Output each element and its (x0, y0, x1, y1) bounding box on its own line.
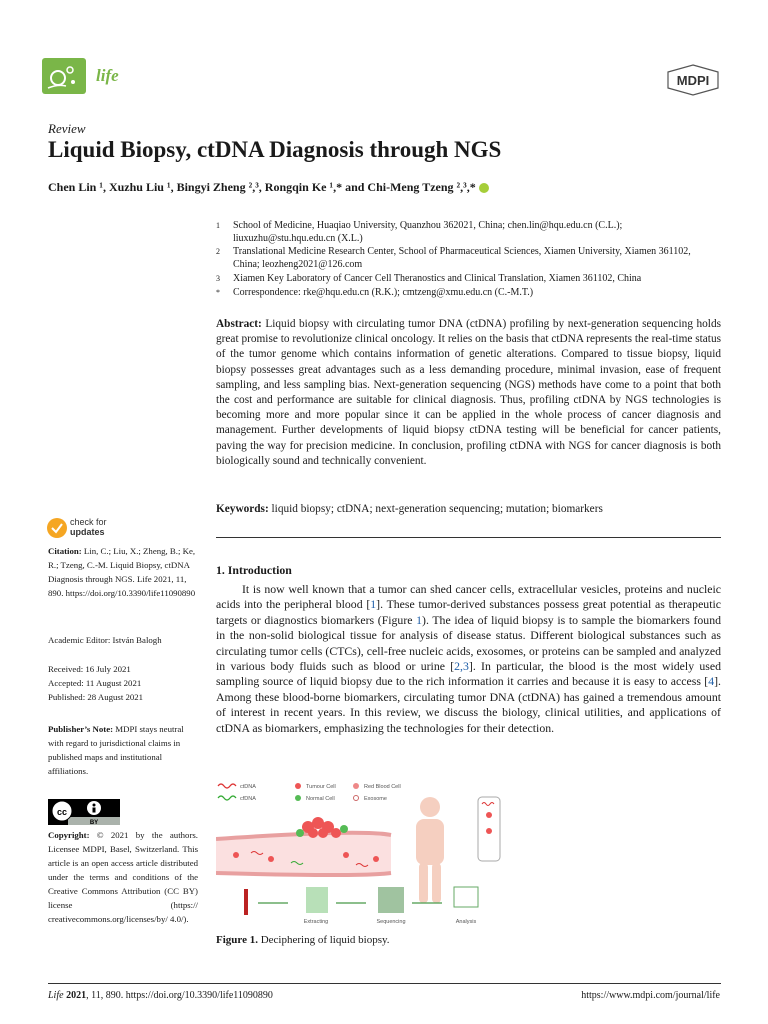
legend-label: Normal Cell (306, 796, 335, 802)
affiliation-text: Translational Medicine Research Center, School of Pharmaceutical Sciences, Xiamen University, Xiamen 361102, China; leozheng2021@126.com (233, 246, 691, 270)
affiliation-3 (216, 272, 716, 285)
authors-text[interactable]: Chen Lin ¹, Xuzhu Liu ¹, Bingyi Zheng ²,³, Rongqin Ke ¹,* and Chi-Meng Tzeng ²,³,* (48, 180, 476, 194)
citation-text: Lin, C.; Liu, X.; Zheng, B.; Ke, R.; Tzeng, C.-M. Liquid Biopsy, ctDNA Diagnosis through NGS. Life 2021, 11, 890. https://doi.org/10.3390/life11090890 (48, 546, 196, 598)
affiliation-number: 3 (216, 274, 220, 283)
footer-doi[interactable]: , 11, 890. https://doi.org/10.3390/life11090890 (86, 990, 273, 1001)
cc-by-text: BY (89, 820, 99, 825)
intro-text: ]. Among these blood-borne biomarkers, circulating tumor DNA (ctDNA) has gained a tremendous amount of interest in recent years. In this review, we discuss the biology, clinical utilities, and applications of ctDNA as biomarkers, emphasizing the technologies for their detection. (216, 674, 721, 735)
step-label: Analysis (455, 919, 477, 925)
divider (216, 537, 721, 538)
intro-text: ). The idea of liquid biopsy is to sample the biomarkers found in the non-solid biological tissue for analysis of disease status. Different biological substances such as circulating tumor cells (CTCs), cell-free nucleic acids, exosomes, or proteins can be sampled and analyzed in various body fluids such as blood or urine [ (216, 612, 722, 674)
step-label: Extracting (303, 919, 329, 925)
publisher-logo[interactable] (666, 64, 720, 96)
ref-link[interactable]: 4 (708, 674, 715, 689)
check-updates-badge[interactable] (46, 515, 146, 545)
copyright-text: © 2021 by the authors. Licensee MDPI, Basel, Switzerland. This article is an open access article distributed under the terms and conditions of the Creative Commons Attribution (CC BY) license (https:// creativecommons.org/licenses/by/ 4.0/). (48, 830, 198, 924)
academic-editor: Academic Editor: István Balogh (48, 635, 162, 645)
footer-citation (48, 990, 273, 1001)
legend-label: Red Blood Cell (364, 784, 401, 790)
check-updates-line1: check for (70, 517, 107, 527)
footer-divider (48, 983, 721, 984)
caption-text: Deciphering of liquid biopsy. (260, 934, 390, 946)
affiliation-number: 1 (216, 221, 220, 230)
copyright-label: Copyright: (48, 830, 90, 840)
journal-logo (42, 58, 86, 94)
footer-url[interactable]: https://www.mdpi.com/journal/life (581, 990, 720, 1001)
article-title: Liquid Biopsy, ctDNA Diagnosis through NGS (48, 137, 502, 162)
figure-legend (218, 783, 401, 802)
intro-paragraph (216, 582, 721, 736)
author-list (48, 180, 489, 195)
intro-text: ]. These tumor-derived substances possess great potential as therapeutic targets or diagnostics biomarkers (Figure (216, 597, 721, 627)
publisher-note-label: Publisher’s Note: (48, 724, 114, 734)
orcid-icon[interactable] (479, 183, 489, 193)
check-updates-line2: updates (70, 527, 105, 537)
ref-link[interactable]: 2,3 (454, 659, 469, 674)
affiliation-2 (216, 245, 716, 271)
affiliation-text: Xiamen Key Laboratory of Cancer Cell Theranostics and Clinical Translation, Xiamen 361102, China (233, 273, 642, 284)
step-label: Sequencing (376, 919, 406, 925)
legend-label: ctDNA (240, 784, 256, 790)
intro-text: It is now well known that a tumor can shed cancer cells, extracellular vesicles, proteins and nucleic acids into the peripheral blood [ (216, 582, 721, 612)
keywords (216, 502, 721, 517)
affiliation-text: Correspondence: rke@hqu.edu.cn (R.K.); cmtzeng@xmu.edu.cn (C.-M.T.) (233, 287, 534, 298)
received-date: Received: 16 July 2021 (48, 664, 131, 674)
publisher-note (48, 722, 198, 778)
footer-year: 2021 (66, 990, 87, 1001)
accepted-date: Accepted: 11 August 2021 (48, 678, 142, 688)
publisher-name: MDPI (676, 73, 710, 88)
legend-label: Exosome (364, 796, 387, 802)
legend-label: Tumour Cell (306, 784, 336, 790)
correspondence (216, 286, 716, 299)
section-heading: 1. Introduction (216, 563, 292, 577)
affiliation-number: * (216, 288, 220, 297)
affiliation-1 (216, 219, 716, 245)
check-updates-icon (46, 517, 68, 539)
caption-label: Figure 1. (216, 934, 258, 946)
cell-logo-icon (42, 58, 86, 94)
footer-journal: Life (48, 990, 64, 1001)
affiliation-text: School of Medicine, Huaqiao University, Quanzhou 362021, China; chen.lin@hqu.edu.cn (C.L.); liuxuzhu@stu.hqu.edu.cn (X.L.) (233, 220, 623, 244)
intro-text: ]. In particular, the blood is the most widely used sampling source of liquid biopsy due to the rich information it carries and because it is easy to access [ (216, 659, 721, 689)
legend-label: cfDNA (240, 796, 256, 802)
figure-caption (216, 934, 390, 946)
citation-block (48, 544, 198, 600)
cc-license-badge[interactable] (48, 799, 120, 825)
figure-1 (216, 777, 506, 929)
keywords-label: Keywords: (216, 503, 269, 515)
abstract-label: Abstract: (216, 318, 262, 330)
article-type: Review (48, 121, 86, 136)
affiliation-number: 2 (216, 247, 220, 256)
citation-label: Citation: (48, 546, 82, 556)
keywords-text: liquid biopsy; ctDNA; next-generation sequencing; mutation; biomarkers (271, 503, 603, 515)
svg-text:cc: cc (56, 807, 68, 817)
published-date: Published: 28 August 2021 (48, 692, 144, 702)
journal-name[interactable]: life (96, 66, 119, 85)
abstract-text: Liquid biopsy with circulating tumor DNA (ctDNA) profiling by next-generation sequencing holds great promise to revolutionize clinical oncology. It relies on the basis that ctDNA represents the real-time status of the tumor genome which contains information of genetic alterations. Compared to tissue biopsy, liquid biopsy possesses great advantages such as a less demanding procedure, minimal invasion, ease of frequent sampling, and less sampling bias. Next-generation sequencing (NGS) methods have come to a point that both the cost and performance are suitable for clinical diagnosis. Thus, profiling ctDNA by NGS technologies is becoming more and more popular since it can be applied in the whole process of cancer diagnosis and management. Further developments of liquid biopsy ctDNA testing will be beneficial for cancer patients, paving the way for precision medicine. In conclusion, profiling ctDNA with NGS for cancer diagnosis is both biologically sound and technically convenient. (216, 318, 721, 467)
publisher-note-text: MDPI stays neutral with regard to jurisdictional claims in published maps and institutional affiliations. (48, 724, 184, 776)
copyright-block (48, 828, 198, 926)
figure-link[interactable]: 1 (416, 612, 423, 627)
abstract (216, 317, 721, 469)
ref-link[interactable]: 1 (370, 597, 377, 612)
